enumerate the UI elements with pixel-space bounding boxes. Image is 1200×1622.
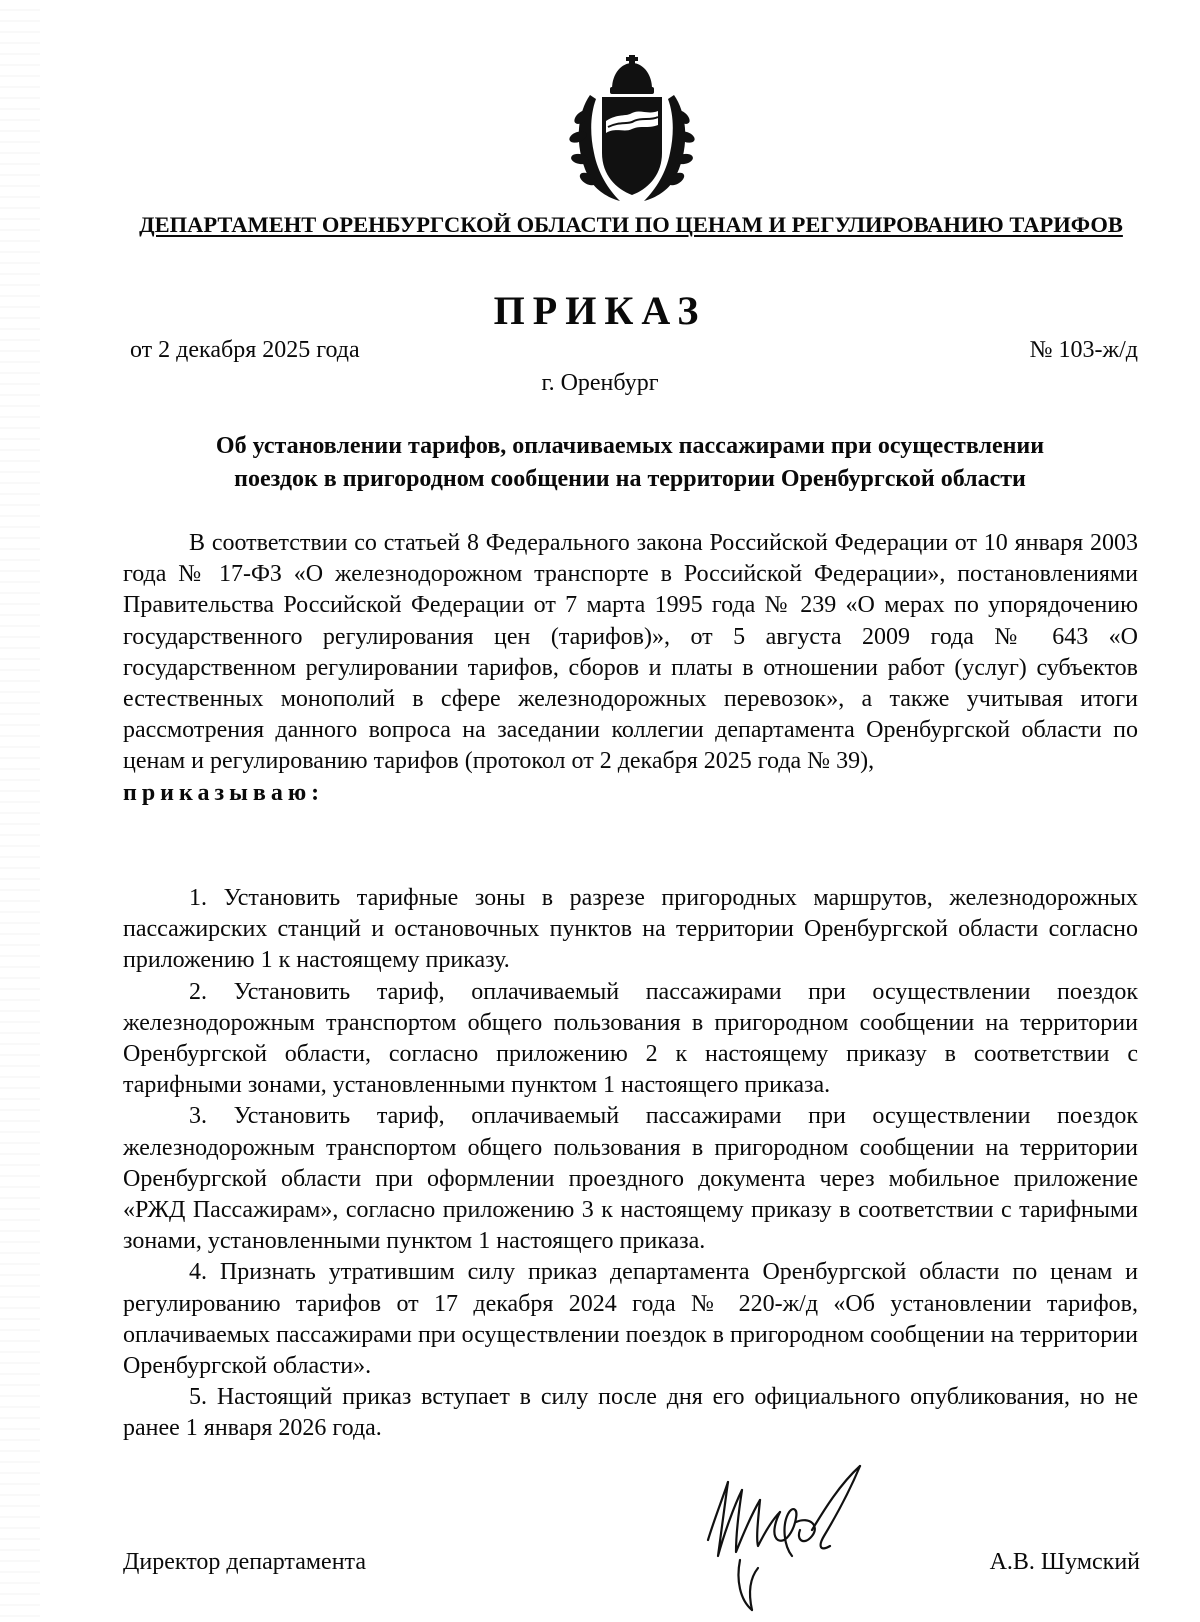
preamble-text: В соответствии со статьей 8 Федерального закона Российской Федерации от 10 января 2003 года № 17-ФЗ «О железнодорожном транспорте в Российской Федерации», постановлениями Правительства Российской Федерации от 7 марта 1995 года № 239 «О мерах по упорядочению государственного регулирования цен (тарифов)», от 5 августа 2009 года № 643 «О государственном регулировании тарифов, сборов и платы в отношении работ (услуг) субъектов естественных монополий в сфере железнодорожных перевозок», а также учитывая итоги рассмотрения данного вопроса на заседании коллегии департамента Оренбургской области по ценам и регулированию тарифов (протокол от 2 декабря 2025 года № 39),: [123, 530, 1138, 775]
order-items: [123, 883, 1138, 1445]
decree-word: приказываю:: [123, 779, 325, 806]
order-item-1: 1. Установить тарифные зоны в разрезе пригородных маршрутов, железнодорожных пассажирских станций и остановочных пунктов на территории Оренбургской области согласно приложению 1 к настоящему приказу.: [123, 885, 1138, 974]
preamble: [123, 528, 1138, 809]
director-name: А.В. Шумский: [989, 1549, 1140, 1575]
preamble-paragraph: [123, 528, 1138, 809]
document-city: г. Оренбург: [541, 370, 659, 396]
order-item-3: 3. Установить тариф, оплачиваемый пассажирами при осуществлении поездок железнодорожным транспортом общего пользования в пригородном сообщении на территории Оренбургской области при оформлении проездного документа через мобильное приложение «РЖД Пассажирам», согласно приложению 3 к настоящему приказу в соответствии с тарифными зонами, установленными пунктом 1 настоящего приказа.: [123, 1103, 1138, 1255]
director-title: Директор департамента: [123, 1549, 366, 1575]
order-item-5: 5. Настоящий приказ вступает в силу после дня его официального опубликования, но не ранее 1 января 2026 года.: [123, 1384, 1138, 1442]
subject-line-2: поездок в пригородном сообщении на территории Оренбургской области: [234, 466, 1026, 492]
order-item-2: 2. Установить тариф, оплачиваемый пассажирами при осуществлении поездок железнодорожным транспортом общего пользования в пригородном сообщении на территории Оренбургской области, согласно приложению 2 к настоящему приказу в соответствии с тарифными зонами, установленными пунктом 1 настоящего приказа.: [123, 978, 1138, 1099]
coat-of-arms-icon: [568, 55, 696, 205]
document-subject: [130, 430, 1130, 496]
scan-edge-noise: [0, 0, 40, 1622]
department-name: ДЕПАРТАМЕНТ ОРЕНБУРГСКОЙ ОБЛАСТИ ПО ЦЕНАМ И РЕГУЛИРОВАНИЮ ТАРИФОВ: [139, 212, 1123, 237]
document-date: от 2 декабря 2025 года: [130, 337, 360, 363]
subject-line-1: Об установлении тарифов, оплачиваемых пассажирами при осуществлении: [215, 433, 1045, 459]
order-item-4: 4. Признать утратившим силу приказ департамента Оренбургской области по ценам и регулированию тарифов от 17 декабря 2024 года № 220-ж/д «Об установлении тарифов, оплачиваемых пассажирами при осуществлении поездок в пригородном сообщении на территории Оренбургской области».: [123, 1259, 1138, 1380]
signature-image: [700, 1460, 880, 1615]
document-number: № 103-ж/д: [1029, 337, 1138, 363]
document-title: ПРИКАЗ: [493, 288, 707, 333]
